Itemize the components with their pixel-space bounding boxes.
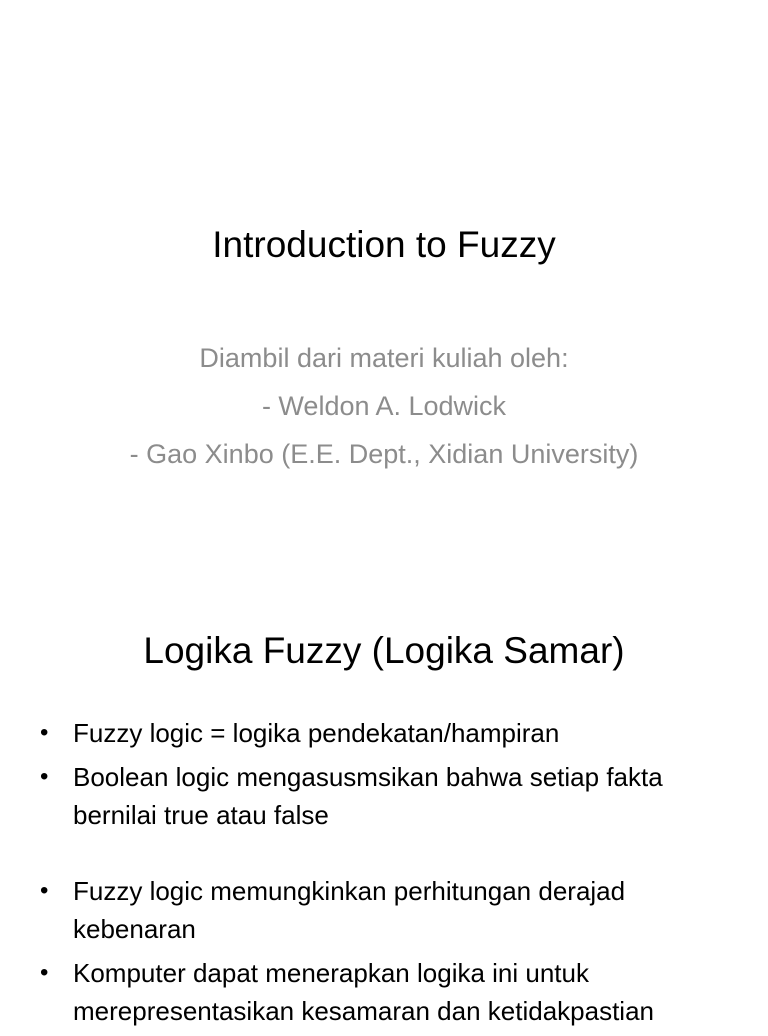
slide-title: Introduction to Fuzzy bbox=[212, 224, 556, 265]
bullet-icon: • bbox=[40, 763, 49, 790]
subtitle-line: Diambil dari materi kuliah oleh: bbox=[199, 343, 569, 373]
bullet-icon: • bbox=[40, 877, 49, 904]
slide-subtitle bbox=[0, 334, 768, 478]
bullet-list bbox=[40, 714, 740, 1036]
bullet-icon: • bbox=[40, 959, 49, 986]
bullet-item bbox=[40, 714, 740, 752]
subtitle-line: - Gao Xinbo (E.E. Dept., Xidian University) bbox=[129, 439, 639, 469]
bullet-text: Boolean logic mengasusmsikan bahwa setiap fakta bernilai true atau false bbox=[73, 762, 663, 830]
bullet-text: Komputer dapat menerapkan logika ini untuk merepresentasikan kesamaran dan ketidakpastian bbox=[73, 958, 655, 1026]
bullet-item bbox=[40, 954, 740, 1030]
bullet-item bbox=[40, 872, 740, 948]
bullet-icon: • bbox=[40, 719, 49, 746]
slide-title: Logika Fuzzy (Logika Samar) bbox=[143, 630, 625, 671]
bullet-item bbox=[40, 758, 740, 834]
bullet-text: Fuzzy logic memungkinkan perhitungan derajad kebenaran bbox=[73, 876, 626, 944]
slide-logika-fuzzy bbox=[0, 576, 768, 1024]
bullet-text: Fuzzy logic = logika pendekatan/hampiran bbox=[73, 718, 560, 748]
subtitle-line: - Weldon A. Lodwick bbox=[261, 391, 507, 421]
